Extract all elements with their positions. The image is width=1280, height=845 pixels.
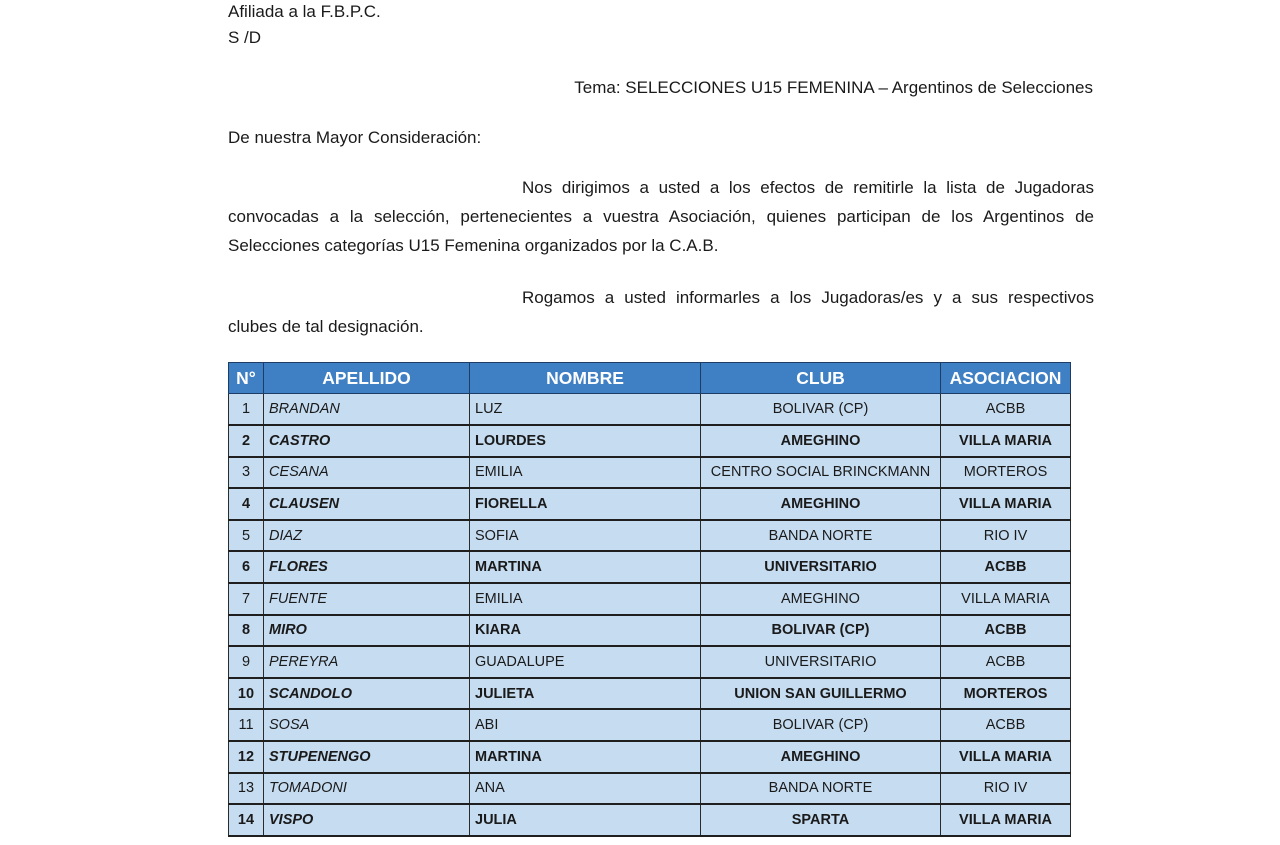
table-row <box>229 678 1071 710</box>
player-association: ACBB <box>941 709 1071 741</box>
subject-line: Tema: SELECCIONES U15 FEMENINA – Argentinos de Selecciones <box>574 78 1093 97</box>
player-number: 7 <box>229 583 264 615</box>
player-club: AMEGHINO <box>701 741 941 773</box>
player-association: VILLA MARIA <box>941 741 1071 773</box>
player-name: LOURDES <box>470 425 701 457</box>
table-header-row <box>229 363 1071 394</box>
player-association: VILLA MARIA <box>941 425 1071 457</box>
player-association: RIO IV <box>941 520 1071 552</box>
player-surname: SOSA <box>264 709 470 741</box>
player-association: ACBB <box>941 551 1071 583</box>
player-name: SOFIA <box>470 520 701 552</box>
header-nombre: NOMBRE <box>470 363 701 394</box>
player-number: 13 <box>229 773 264 805</box>
player-association: VILLA MARIA <box>941 804 1071 836</box>
player-name: EMILIA <box>470 457 701 489</box>
player-club: CENTRO SOCIAL BRINCKMANN <box>701 457 941 489</box>
player-club: BANDA NORTE <box>701 520 941 552</box>
player-name: ABI <box>470 709 701 741</box>
player-association: RIO IV <box>941 773 1071 805</box>
player-association: ACBB <box>941 646 1071 678</box>
player-club: BOLIVAR (CP) <box>701 394 941 426</box>
player-number: 4 <box>229 488 264 520</box>
player-number: 8 <box>229 615 264 647</box>
player-number: 14 <box>229 804 264 836</box>
player-number: 6 <box>229 551 264 583</box>
player-number: 11 <box>229 709 264 741</box>
player-number: 5 <box>229 520 264 552</box>
body-paragraph-2-text: Rogamos a usted informarles a los Jugadoras/es y a sus respectivos clubes de tal designación. <box>228 288 1094 336</box>
player-association: ACBB <box>941 615 1071 647</box>
player-club: BOLIVAR (CP) <box>701 615 941 647</box>
player-surname: CASTRO <box>264 425 470 457</box>
player-surname: BRANDAN <box>264 394 470 426</box>
player-name: JULIETA <box>470 678 701 710</box>
player-surname: FLORES <box>264 551 470 583</box>
table-row <box>229 394 1071 426</box>
player-club: UNIVERSITARIO <box>701 551 941 583</box>
player-association: VILLA MARIA <box>941 488 1071 520</box>
header-apellido: APELLIDO <box>264 363 470 394</box>
player-surname: CESANA <box>264 457 470 489</box>
player-number: 1 <box>229 394 264 426</box>
player-surname: SCANDOLO <box>264 678 470 710</box>
affiliation-line: Afiliada a la F.B.P.C. <box>228 2 381 21</box>
player-club: AMEGHINO <box>701 488 941 520</box>
player-name: EMILIA <box>470 583 701 615</box>
player-name: KIARA <box>470 615 701 647</box>
player-club: UNIVERSITARIO <box>701 646 941 678</box>
player-name: GUADALUPE <box>470 646 701 678</box>
player-name: FIORELLA <box>470 488 701 520</box>
player-surname: STUPENENGO <box>264 741 470 773</box>
header-number: N° <box>229 363 264 394</box>
player-club: AMEGHINO <box>701 583 941 615</box>
player-number: 9 <box>229 646 264 678</box>
player-number: 3 <box>229 457 264 489</box>
table-row <box>229 615 1071 647</box>
player-number: 12 <box>229 741 264 773</box>
player-name: MARTINA <box>470 741 701 773</box>
player-club: AMEGHINO <box>701 425 941 457</box>
table-row <box>229 583 1071 615</box>
salutation: De nuestra Mayor Consideración: <box>228 128 482 147</box>
table-row <box>229 773 1071 805</box>
player-surname: PEREYRA <box>264 646 470 678</box>
player-club: SPARTA <box>701 804 941 836</box>
table-row <box>229 551 1071 583</box>
players-table <box>228 362 1071 837</box>
player-name: ANA <box>470 773 701 805</box>
body-paragraph-1-text: Nos dirigimos a usted a los efectos de remitirle la lista de Jugadoras convocadas a la selección, pertenecientes a vuestra Asociación, quienes participan de los Argentinos de Selecciones categorías U15 Femenina organizados por la C.A.B. <box>228 178 1094 255</box>
table-row <box>229 741 1071 773</box>
player-number: 2 <box>229 425 264 457</box>
player-name: LUZ <box>470 394 701 426</box>
player-association: MORTEROS <box>941 457 1071 489</box>
header-club: CLUB <box>701 363 941 394</box>
player-surname: FUENTE <box>264 583 470 615</box>
body-paragraph-2 <box>228 283 1094 341</box>
player-name: JULIA <box>470 804 701 836</box>
player-association: ACBB <box>941 394 1071 426</box>
header-asociacion: ASOCIACION <box>941 363 1071 394</box>
player-association: VILLA MARIA <box>941 583 1071 615</box>
player-club: BANDA NORTE <box>701 773 941 805</box>
player-club: BOLIVAR (CP) <box>701 709 941 741</box>
table-row <box>229 646 1071 678</box>
player-name: MARTINA <box>470 551 701 583</box>
sd-line: S /D <box>228 28 262 47</box>
player-surname: MIRO <box>264 615 470 647</box>
player-surname: DIAZ <box>264 520 470 552</box>
table-row <box>229 520 1071 552</box>
table-row <box>229 457 1071 489</box>
player-number: 10 <box>229 678 264 710</box>
table-row <box>229 425 1071 457</box>
player-surname: TOMADONI <box>264 773 470 805</box>
player-club: UNION SAN GUILLERMO <box>701 678 941 710</box>
table-row <box>229 804 1071 836</box>
table-row <box>229 709 1071 741</box>
player-surname: VISPO <box>264 804 470 836</box>
player-association: MORTEROS <box>941 678 1071 710</box>
table-row <box>229 488 1071 520</box>
player-surname: CLAUSEN <box>264 488 470 520</box>
body-paragraph-1 <box>228 173 1094 260</box>
